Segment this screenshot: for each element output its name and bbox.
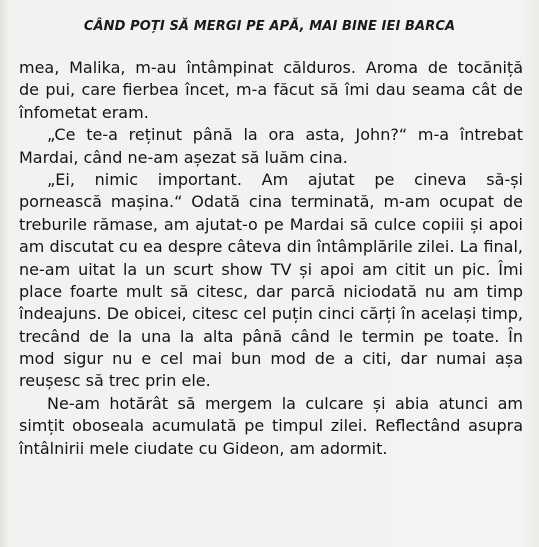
text-line: mod sigur nu e cel mai bun mod de a citi, dar numai așa — [19, 349, 523, 369]
text-line: ne-am uitat la un scurt show TV și apoi am citit un pic. Îmi — [19, 259, 523, 279]
text-line: înfometat eram. — [19, 102, 149, 122]
text-line: pornească mașina.“ Odată cina terminată, m-am ocupat de — [19, 192, 523, 212]
paragraph-1 — [19, 57, 523, 124]
text-line: de pui, care fierbea încet, m-a făcut să îmi dau seama cât de — [19, 80, 523, 100]
paragraph-4 — [19, 393, 523, 460]
text-line: Mardai, când ne-am așezat să luăm cina. — [19, 147, 348, 167]
paragraph-2 — [19, 124, 523, 169]
text-line: treburile rămase, am ajutat-o pe Mardai să culce copiii și apoi — [19, 214, 523, 234]
text-line: întâlnirii mele ciudate cu Gideon, am adormit. — [19, 438, 388, 458]
text-line: „Ce te-a reținut până la ora asta, John?“ m-a întrebat — [47, 125, 523, 145]
text-line: reușesc să trec prin ele. — [19, 371, 211, 391]
text-line: Ne-am hotărât să mergem la culcare și abia atunci am — [47, 393, 523, 413]
text-line: „Ei, nimic important. Am ajutat pe cineva să-și — [47, 169, 523, 189]
text-line: îndeajuns. De obicei, citesc cel puțin cinci cărți în același timp, — [19, 304, 523, 324]
text-line: place foarte mult să citesc, dar parcă niciodată nu am timp — [19, 281, 523, 301]
text-line: trecând de la una la alta până când le termin pe toate. În — [19, 326, 523, 346]
text-line: simțit oboseala acumulată pe timpul zilei. Reflectând asupra — [19, 416, 523, 436]
body-text — [19, 57, 523, 460]
paragraph-3 — [19, 169, 523, 393]
running-head: CÂND POȚI SĂ MERGI PE APĂ, MAI BINE IEI BARCA — [83, 19, 456, 34]
text-line: mea, Malika, m-au întâmpinat călduros. Aroma de tocăniță — [19, 58, 523, 77]
text-line: am discutat cu ea despre câteva din întâmplările zilei. La final, — [19, 237, 523, 257]
